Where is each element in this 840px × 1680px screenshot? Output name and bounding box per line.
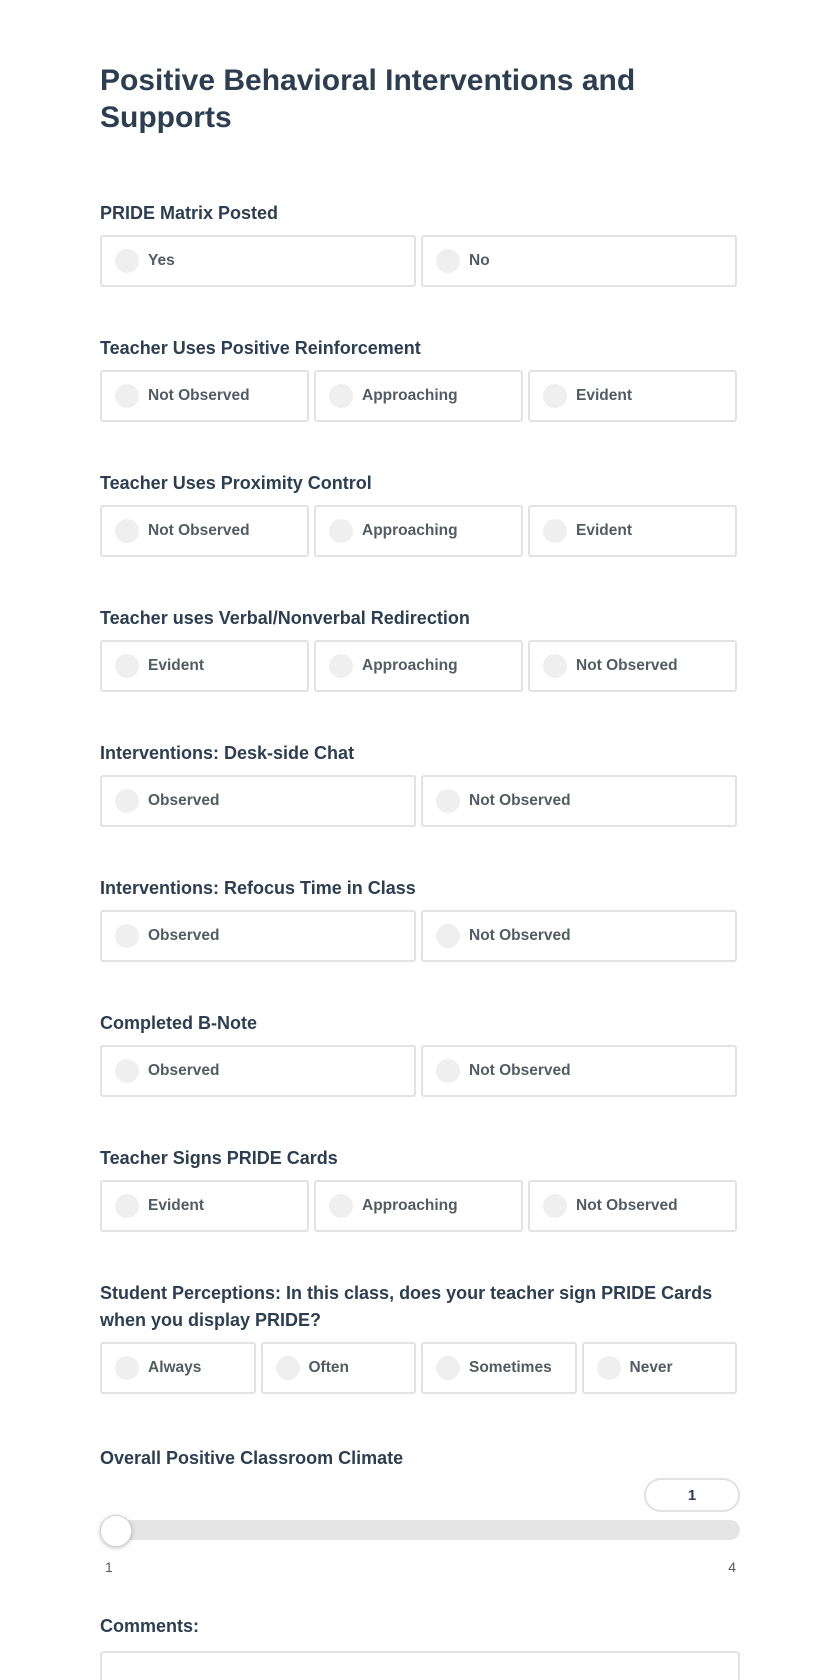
question-label: Student Perceptions: In this class, does your teacher sign PRIDE Cards when you display PRIDE? xyxy=(100,1283,713,1330)
radio-option-label: Evident xyxy=(148,657,204,674)
radio-circle-icon[interactable] xyxy=(436,789,460,813)
radio-option[interactable] xyxy=(100,1045,416,1097)
slider-question xyxy=(100,1445,740,1472)
radio-circle-icon[interactable] xyxy=(436,249,460,273)
radio-option-label: Not Observed xyxy=(576,1197,678,1214)
radio-option[interactable] xyxy=(100,775,416,827)
radio-circle-icon[interactable] xyxy=(329,519,353,543)
radio-circle-icon[interactable] xyxy=(597,1356,621,1380)
radio-option-label: Observed xyxy=(148,792,220,809)
radio-circle-icon[interactable] xyxy=(329,654,353,678)
radio-group xyxy=(100,370,737,422)
radio-option-label: Never xyxy=(629,1359,673,1376)
radio-option[interactable] xyxy=(528,640,737,692)
radio-option-label: Always xyxy=(148,1359,202,1376)
question-label: Completed B-Note xyxy=(100,1013,257,1033)
radio-circle-icon[interactable] xyxy=(543,1194,567,1218)
question-label: PRIDE Matrix Posted xyxy=(100,203,279,223)
radio-option-label: Approaching xyxy=(362,387,458,404)
radio-option-label: Evident xyxy=(576,387,632,404)
radio-option-label: Not Observed xyxy=(148,387,250,404)
radio-group xyxy=(100,1342,737,1394)
radio-group xyxy=(100,775,737,827)
radio-circle-icon[interactable] xyxy=(115,519,139,543)
radio-option-label: Observed xyxy=(148,1062,220,1079)
radio-option[interactable] xyxy=(421,775,737,827)
radio-group xyxy=(100,640,737,692)
radio-option[interactable] xyxy=(314,505,523,557)
radio-group xyxy=(100,910,737,962)
radio-option-label: Evident xyxy=(148,1197,204,1214)
radio-group xyxy=(100,505,737,557)
radio-option-label: Not Observed xyxy=(576,657,678,674)
radio-circle-icon[interactable] xyxy=(115,1194,139,1218)
radio-circle-icon[interactable] xyxy=(115,384,139,408)
radio-option-label: Yes xyxy=(148,252,175,269)
radio-option[interactable] xyxy=(100,370,309,422)
radio-option-label: Observed xyxy=(148,927,220,944)
radio-option[interactable] xyxy=(100,1180,309,1232)
question-label: Teacher Uses Positive Reinforcement xyxy=(100,338,421,358)
radio-option-label: Not Observed xyxy=(148,522,250,539)
question-1 xyxy=(100,200,740,287)
slider-question-label: Overall Positive Classroom Climate xyxy=(100,1448,404,1468)
comments-textarea[interactable] xyxy=(100,1651,740,1680)
radio-option-label: Evident xyxy=(576,522,632,539)
radio-option[interactable] xyxy=(528,1180,737,1232)
question-6 xyxy=(100,875,740,962)
radio-option[interactable] xyxy=(314,640,523,692)
radio-circle-icon[interactable] xyxy=(115,1356,139,1380)
radio-circle-icon[interactable] xyxy=(543,654,567,678)
radio-option[interactable] xyxy=(421,1045,737,1097)
question-2 xyxy=(100,335,740,422)
radio-option[interactable] xyxy=(100,235,416,287)
slider-max-label: 4 xyxy=(728,1559,736,1575)
radio-circle-icon[interactable] xyxy=(329,1194,353,1218)
radio-circle-icon[interactable] xyxy=(115,789,139,813)
question-9 xyxy=(100,1280,740,1394)
radio-option[interactable] xyxy=(582,1342,738,1394)
radio-option-label: Not Observed xyxy=(469,927,571,944)
slider-thumb[interactable] xyxy=(100,1515,132,1547)
slider-track[interactable] xyxy=(100,1520,740,1540)
question-label: Teacher Uses Proximity Control xyxy=(100,473,372,493)
radio-circle-icon[interactable] xyxy=(115,924,139,948)
question-label: Teacher Signs PRIDE Cards xyxy=(100,1148,338,1168)
radio-circle-icon[interactable] xyxy=(543,519,567,543)
radio-option-label: Approaching xyxy=(362,657,458,674)
radio-option[interactable] xyxy=(314,1180,523,1232)
radio-option-label: Sometimes xyxy=(469,1359,552,1376)
radio-group xyxy=(100,235,737,287)
radio-circle-icon[interactable] xyxy=(436,1356,460,1380)
radio-group xyxy=(100,1180,737,1232)
slider-value-display[interactable]: 1 xyxy=(644,1478,740,1512)
question-7 xyxy=(100,1010,740,1097)
radio-option-label: Approaching xyxy=(362,522,458,539)
radio-option-label: Often xyxy=(308,1359,349,1376)
page-title: Positive Behavioral Interventions and Supports xyxy=(100,64,636,134)
radio-option[interactable] xyxy=(261,1342,417,1394)
question-label: Teacher uses Verbal/Nonverbal Redirection xyxy=(100,608,470,628)
radio-circle-icon[interactable] xyxy=(329,384,353,408)
question-3 xyxy=(100,470,740,557)
comments-label: Comments: xyxy=(100,1616,200,1636)
radio-option-label: Approaching xyxy=(362,1197,458,1214)
radio-circle-icon[interactable] xyxy=(436,1059,460,1083)
radio-option[interactable] xyxy=(421,1342,577,1394)
question-5 xyxy=(100,740,740,827)
radio-option[interactable] xyxy=(528,505,737,557)
radio-option[interactable] xyxy=(528,370,737,422)
question-4 xyxy=(100,605,740,692)
radio-option-label: Not Observed xyxy=(469,792,571,809)
radio-circle-icon[interactable] xyxy=(436,924,460,948)
question-label: Interventions: Desk-side Chat xyxy=(100,743,355,763)
radio-group xyxy=(100,1045,737,1097)
radio-option[interactable] xyxy=(100,1342,256,1394)
radio-option[interactable] xyxy=(100,640,309,692)
question-label: Interventions: Refocus Time in Class xyxy=(100,878,416,898)
radio-option[interactable] xyxy=(100,910,416,962)
radio-option-label: Not Observed xyxy=(469,1062,571,1079)
radio-option[interactable] xyxy=(421,235,737,287)
radio-circle-icon[interactable] xyxy=(115,249,139,273)
radio-circle-icon[interactable] xyxy=(115,1059,139,1083)
radio-option[interactable] xyxy=(100,505,309,557)
radio-option-label: No xyxy=(469,252,490,269)
radio-circle-icon[interactable] xyxy=(543,384,567,408)
radio-option[interactable] xyxy=(421,910,737,962)
radio-option[interactable] xyxy=(314,370,523,422)
question-8 xyxy=(100,1145,740,1232)
radio-circle-icon[interactable] xyxy=(276,1356,300,1380)
radio-circle-icon[interactable] xyxy=(115,654,139,678)
slider-min-label: 1 xyxy=(105,1559,113,1575)
